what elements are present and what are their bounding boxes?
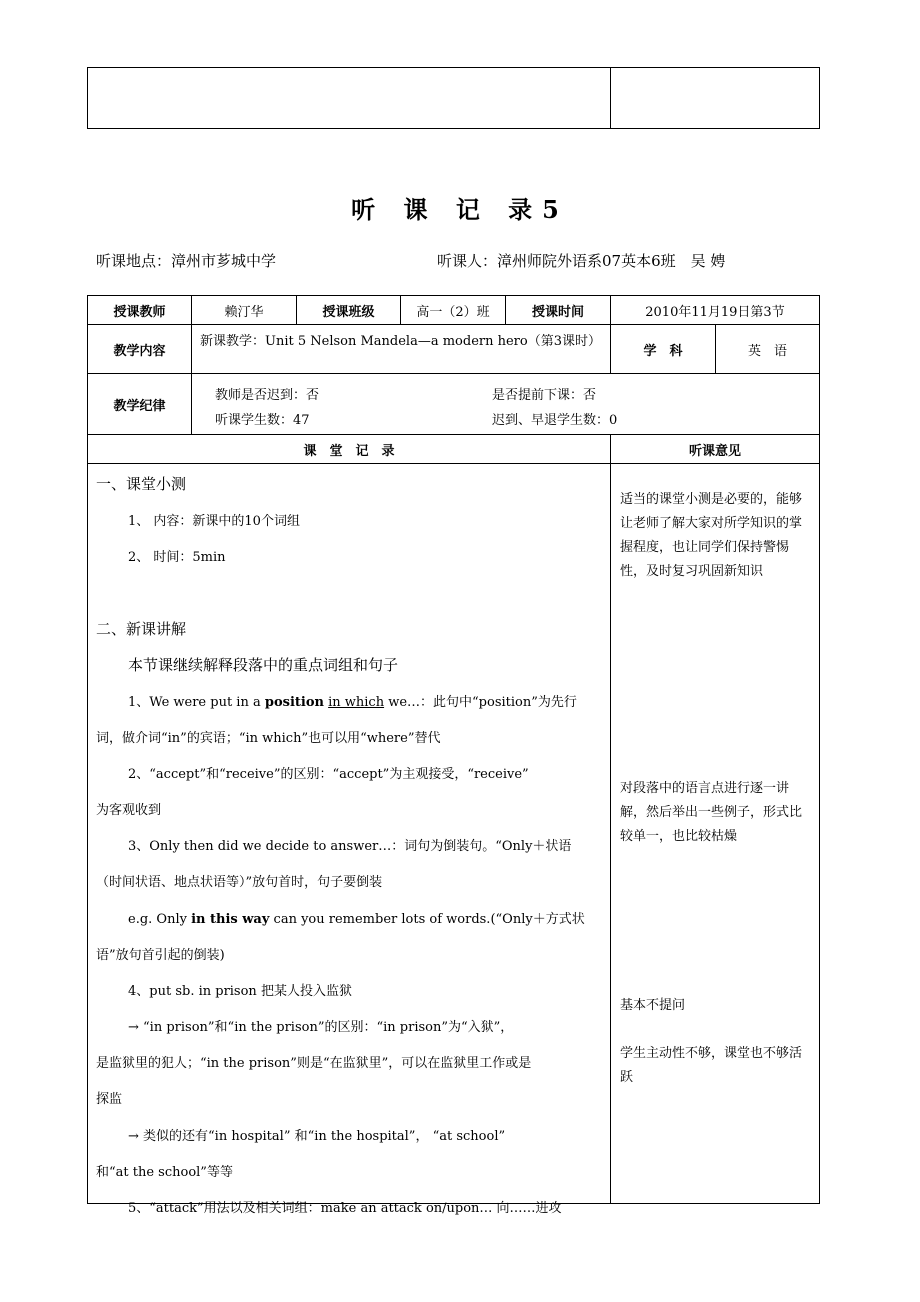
observer-text: 听课人：漳州师院外语系07英本6班 吴 娉 (437, 252, 726, 270)
point-4-arrow-1-line-2: 是监狱里的犯人；“in the prison”则是“在监狱里”，可以在监狱里工作或是 (96, 1056, 532, 1071)
time-label: 授课时间 (531, 304, 584, 320)
early-dismissal: 是否提前下课：否 (492, 388, 597, 403)
page-title: 听 课 记 录5 (351, 195, 569, 224)
point-4-line-1: 4、put sb. in prison 把某人投入监狱 (128, 984, 352, 999)
content-value: 新课教学：Unit 5 Nelson Mandela—a modern hero（第3课时） (200, 334, 601, 349)
point-1-keyword: position (264, 695, 324, 710)
class-label: 授课班级 (322, 304, 375, 320)
point-1-line-1 (128, 691, 577, 710)
point-1-text-a: 1、We were put in a (128, 695, 265, 710)
record-header: 课 堂 记 录 (303, 443, 395, 459)
class-value: 高一（2）班 (416, 304, 490, 320)
subject-label: 学 科 (643, 343, 683, 359)
example-line-1 (128, 908, 585, 927)
section-1-title: 一、课堂小测 (96, 475, 187, 493)
comment-header: 听课意见 (688, 443, 741, 459)
point-3-line-2: （时间状语、地点状语等）”放句首时，句子要倒装 (96, 875, 383, 890)
point-1-line-2: 词，做介词“in”的宾语；“in which”也可以用“where”替代 (96, 731, 441, 746)
example-text-c: can you remember lots of words.(“Only＋方式状 (269, 912, 585, 927)
discipline-label: 教学纪律 (113, 398, 166, 414)
teacher-value: 赖汀华 (224, 304, 264, 320)
record-body (88, 464, 610, 1216)
location-text: 听课地点：漳州市芗城中学 (96, 252, 277, 270)
example-line-2: 语”放句首引起的倒装) (96, 948, 225, 963)
point-1-text-d: we…：此句中“position”为先行 (384, 695, 577, 710)
teacher-late: 教师是否迟到：否 (215, 388, 320, 403)
point-5-line-1: 5、“attack”用法以及相关词组：make an attack on/upon… 向……进攻 (128, 1201, 562, 1216)
section-1-item-2: 2、 时间：5min (128, 550, 226, 565)
example-text-a: e.g. Only (128, 912, 192, 927)
late-student-count: 迟到、早退学生数：0 (492, 413, 618, 428)
teacher-label: 授课教师 (113, 304, 166, 320)
subject-value: 英 语 (747, 343, 787, 359)
point-3-line-1: 3、Only then did we decide to answer…：词句为倒装句。“Only＋状语 (128, 839, 572, 854)
point-4-arrow-1-line-1: → “in prison”和“in the prison”的区别：“in prison”为“入狱”， (128, 1020, 514, 1035)
section-2-intro: 本节课继续解释段落中的重点词组和句子 (128, 656, 399, 674)
point-4-arrow-2-line-2: 和“at the school”等等 (96, 1165, 233, 1180)
point-2-line-2: 为客观收到 (96, 803, 162, 818)
point-2-line-1: 2、“accept”和“receive”的区别：“accept”为主观接受，“receive” (128, 767, 529, 782)
comment-1: 适当的课堂小测是必要的，能够让老师了解大家对所学知识的掌握程度，也让同学们保持警惕性，及时复习巩固新知识 (620, 492, 803, 579)
comment-4: 学生主动性不够，课堂也不够活跃 (620, 1046, 803, 1085)
section-2-title: 二、新课讲解 (96, 620, 187, 638)
content-label: 教学内容 (113, 343, 166, 359)
comment-3: 基本不提问 (620, 998, 686, 1013)
point-4-arrow-1-line-3: 探监 (96, 1092, 123, 1107)
student-count: 听课学生数：47 (215, 413, 310, 428)
time-value: 2010年11月19日第3节 (645, 304, 785, 320)
point-1-underlined: in which (328, 695, 385, 710)
point-4-arrow-2-line-1: → 类似的还有“in hospital” 和“in the hospital”， “at school” (128, 1129, 506, 1144)
example-keyword: in this way (191, 912, 270, 927)
section-1-item-1: 1、 内容：新课中的10个词组 (128, 514, 300, 529)
comment-2: 对段落中的语言点进行逐一讲解，然后举出一些例子，形式比较单一，也比较枯燥 (620, 781, 803, 844)
